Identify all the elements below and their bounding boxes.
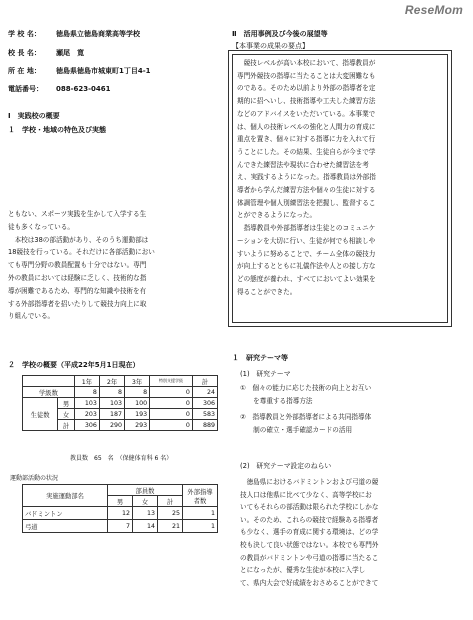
text-line: とになったが、優秀な生徒が本校に入学し [240, 566, 366, 575]
phone-value: 088-623-0461 [56, 85, 111, 93]
principal-row [8, 48, 84, 58]
text-line: 期的に招へいし、技術指導や工夫した練習方法 [237, 97, 376, 106]
address-row [8, 66, 151, 76]
table-header: 計 [158, 496, 183, 507]
club-status-caption: 運動部活動の状況 [10, 475, 59, 482]
table-cell: 203 [74, 409, 99, 420]
table-header-row [23, 485, 218, 496]
section-2-right-heading: Ⅱ 活用事例及び今後の展望等 [232, 30, 328, 38]
club-name: バドミントン [23, 507, 108, 520]
text-line: 競技レベルが高い本校において、指導教員が [237, 59, 376, 67]
table-cell: 0 [150, 420, 193, 431]
row-label: 学級数 [23, 387, 75, 398]
outcomes-box-inner [232, 54, 448, 323]
theme-item-2 [240, 411, 460, 436]
row-sub-label: 計 [58, 420, 75, 431]
table-cell: 0 [150, 398, 193, 409]
text-line: い。そのため、これらの競技で経験ある指導者 [240, 515, 379, 524]
table-cell: 306 [192, 398, 217, 409]
table-cell: 14 [133, 520, 158, 533]
table-cell: 13 [133, 507, 158, 520]
table-cell: 103 [99, 398, 124, 409]
table-cell: 306 [74, 420, 99, 431]
text-line: 重点を置き、個々に対する指導に力を入れて行 [237, 135, 376, 144]
table-cell: 8 [99, 387, 124, 398]
text-line: 校も決して良い状態ではない。本校でも専門外 [240, 540, 379, 549]
phone-row [8, 84, 111, 94]
table-header: 実施運動部名 [23, 485, 108, 507]
address-value: 徳島県徳島市城東町1丁目4-1 [56, 67, 151, 75]
table-header-row [23, 376, 218, 387]
outcomes-box-title: 【本事業の成果の要点】 [232, 42, 309, 50]
table-corner [23, 376, 75, 387]
text-line: 得ることができた。 [237, 287, 297, 296]
theme-item-1 [240, 382, 460, 407]
text-line: ② 指導教員と外部指導者による共同指導体 [240, 413, 372, 421]
text-line: り組んでいる。 [8, 312, 55, 321]
text-line: 本校は38の部活動があり、そのうち運動部は [8, 235, 149, 244]
table-cell: 187 [99, 409, 124, 420]
text-line: 徳島県におけるバドミントンおよび弓道の競 [240, 478, 379, 486]
table-header: 外部指導者数 [183, 485, 218, 507]
school-name: 徳島県立徳島商業高等学校 [56, 30, 140, 38]
text-line: いてもそれらの部活動は限られた学校にしかな [240, 503, 379, 512]
table-cell: 12 [108, 507, 133, 520]
principal-name: 瀬尾 寛 [56, 49, 84, 57]
text-line: などのアドバイスをいただいている。本事業で [237, 109, 376, 118]
school-overview-table [22, 375, 218, 431]
text-line: とができるようになった。 [237, 211, 317, 220]
table-cell: 0 [150, 387, 193, 398]
table-header: 1年 [74, 376, 99, 387]
teachers-count-note: 教員数 65 名 （保健体育科 6 名） [70, 455, 173, 462]
research-theme-heading: １ 研究テーマ等 [232, 354, 288, 362]
text-line: ーションを大切に行い、生徒が何でも相談しや [237, 236, 376, 245]
table-header: 男 [108, 496, 133, 507]
school-name-row [8, 29, 140, 39]
table-header: 特別支援学級 [150, 376, 193, 387]
text-line: を尊重する指導方法 [240, 396, 313, 405]
sports-club-table [22, 484, 218, 533]
section-2-heading: ２ 学校の概要（平成22年5月1日現在） [8, 361, 140, 369]
table-cell: 1 [183, 507, 218, 520]
text-line: 制の確立・選手確認カードの活用 [240, 425, 353, 434]
text-line: する外部指導者を招いたりして競技力向上に取 [8, 299, 147, 308]
section-1-heading: Ⅰ 実践校の概要 [8, 112, 60, 120]
phone-label: 電話番号： [8, 85, 43, 93]
theme-aim-subheading: (2) 研究テーマ設定のねらい [240, 462, 332, 470]
table-cell: 24 [192, 387, 217, 398]
table-cell: 290 [99, 420, 124, 431]
table-cell: 0 [150, 409, 193, 420]
text-line: 徒も多くなっている。 [8, 222, 74, 231]
text-line: うことにした。その結果、生徒自らが今まで学 [237, 147, 376, 156]
table-cell: 21 [158, 520, 183, 533]
text-line: の教員がバドミントンや弓道の指導に当たるこ [240, 553, 379, 562]
table-cell: 1 [183, 520, 218, 533]
resemom-logo: ReseMom [404, 3, 463, 17]
text-line: 18競技を行っている。それだけに各部活動におい [8, 248, 155, 257]
theme-aim-text [240, 476, 460, 589]
text-line: も少なく、選手の育成に関する環境は、どの学 [240, 528, 379, 537]
text-line: のである。そのため以前より外部の指導者を定 [237, 84, 376, 93]
subsection-1-heading: １ 学校・地域の特色及び実態 [8, 126, 106, 134]
school-description [8, 208, 223, 323]
text-line: ても専門分野の教員配置も十分ではない。専門 [8, 261, 147, 270]
table-cell: 583 [192, 409, 217, 420]
table-cell: 7 [108, 520, 133, 533]
text-line: 専門外競技の指導に当たることは大変困難なも [237, 71, 376, 80]
text-line: て、県内大会で好成績をおさめることができて [240, 578, 379, 587]
school-label: 学 校 名： [8, 30, 41, 38]
row-sub-label: 女 [58, 409, 75, 420]
text-line: 導者から学んだ練習方法や個々の生徒に対する [237, 186, 376, 195]
table-row [23, 507, 218, 520]
text-line: ① 個々の能力に応じた技術の向上とお互い [240, 384, 372, 392]
table-header: 女 [133, 496, 158, 507]
text-line: が向上するとともに礼儀作法や人との接し方な [237, 262, 376, 271]
table-cell: 193 [125, 409, 150, 420]
text-line: どの態度が養われ、すべてにおいてよい効果を [237, 274, 376, 283]
club-name: 弓道 [23, 520, 108, 533]
text-line: ともない、スポーツ実践を生かして入学する生 [8, 210, 147, 218]
text-line: んできた練習法や現状に合わせた練習法を考 [237, 160, 369, 169]
table-header: 計 [192, 376, 217, 387]
text-line: 指導教員や外部指導者は生徒とのコミュニケ [237, 224, 376, 233]
row-label: 生徒数 [23, 398, 58, 431]
text-line: 外の教員においては経験に乏しく、技術的な指 [8, 273, 147, 282]
text-line: 体調管理や個人別練習法を把握し、監督するこ [237, 198, 376, 207]
text-line: は、個人の技術レベルの強化と人間力の育成に [237, 122, 376, 131]
text-line: すいように努めることで、チーム全体の競技力 [237, 249, 376, 258]
table-row [23, 520, 218, 533]
table-cell: 293 [125, 420, 150, 431]
table-cell: 100 [125, 398, 150, 409]
text-line: 技人口は他県に比べて少なく、高等学校にお [240, 490, 372, 499]
table-cell: 889 [192, 420, 217, 431]
text-line: 導が困難であるため、専門的な知識や技術を有 [8, 286, 147, 295]
table-cell: 25 [158, 507, 183, 520]
address-label: 所 在 地： [8, 67, 41, 75]
table-cell: 103 [74, 398, 99, 409]
table-header: 3年 [125, 376, 150, 387]
outcomes-box [228, 50, 452, 327]
table-header: 2年 [99, 376, 124, 387]
table-header: 部員数 [108, 485, 183, 496]
research-theme-subheading: (1) 研究テーマ [240, 370, 291, 378]
table-cell: 8 [74, 387, 99, 398]
table-cell: 8 [125, 387, 150, 398]
table-row [23, 398, 218, 409]
text-line: え、実践するようになった。指導教員は外部指 [237, 173, 376, 182]
table-row [23, 387, 218, 398]
principal-label: 校 長 名： [8, 49, 41, 57]
row-sub-label: 男 [58, 398, 75, 409]
